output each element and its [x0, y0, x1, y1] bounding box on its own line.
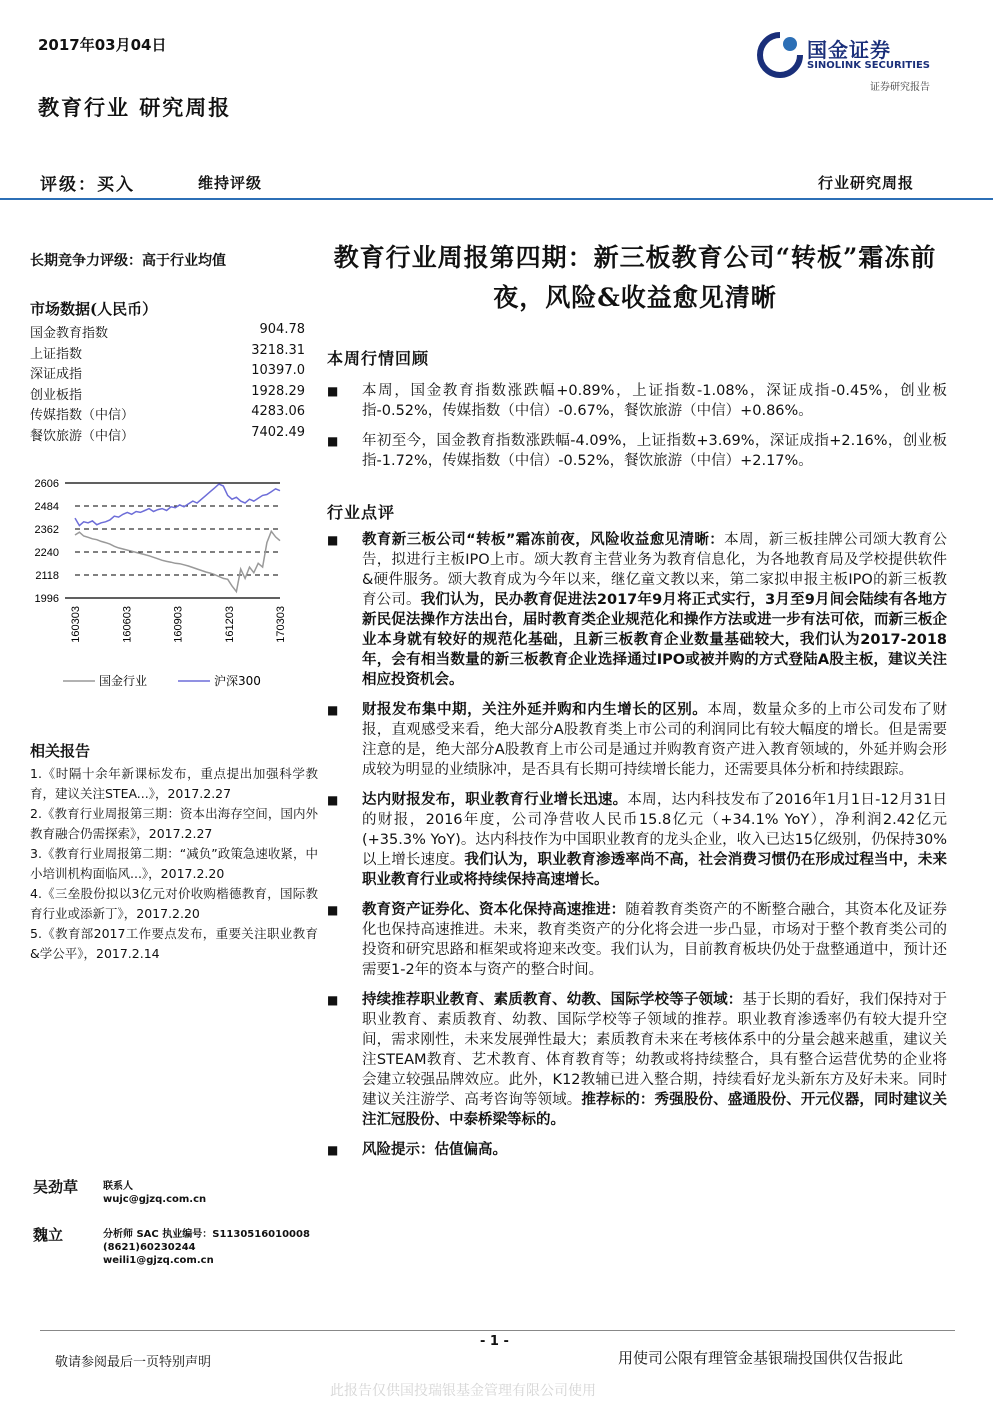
- logo-en-text: SINOLINK SECURITIES: [807, 60, 930, 71]
- market-row: [30, 384, 305, 405]
- y-tick-label: 2362: [34, 524, 59, 536]
- market-label: 国金教育指数: [30, 326, 109, 341]
- section-title-market-review: 本周行情回顾: [327, 349, 430, 368]
- watermark: 此报告仅供国投瑞银基金管理有限公司使用: [330, 1383, 596, 1399]
- x-tick-label: 161203: [223, 606, 236, 643]
- related-report-item[interactable]: 4.《三垒股份拟以3亿元对价收购楷德教育，国际教育行业或添新丁》，2017.2.20: [30, 886, 318, 921]
- market-row: [30, 425, 305, 446]
- legend-label: 沪深300: [214, 674, 261, 688]
- y-tick-label: 2118: [35, 570, 59, 582]
- analyst-name: 魏立: [33, 1226, 64, 1244]
- bullet-item: ■ 年初至今，国金教育指数涨跌幅-4.09%，上证指数+3.69%，深证成指+2.16%，创业板指-1.72%，传媒指数（中信）-0.52%，餐饮旅游（中信）+2.17%。: [327, 431, 947, 471]
- market-value: 904.78: [259, 322, 305, 337]
- bullet-lead: 教育资产证券化、资本化保持高速推进：: [362, 902, 626, 918]
- bullet-item: [327, 700, 947, 780]
- related-report-item[interactable]: 3.《教育行业周报第二期：“减负”政策急速收紧，中小培训机构面临风...》，2017.2.20: [30, 846, 318, 881]
- rating: 评级：买入: [40, 175, 135, 195]
- market-row: [30, 363, 305, 384]
- market-value: 7402.49: [251, 424, 305, 440]
- analyst-role: 分析师 SAC 执业编号：S1130516010008: [103, 1229, 310, 1240]
- market-label: 传媒指数（中信）: [30, 408, 135, 423]
- report-type-label: 行业研究周报: [818, 174, 915, 192]
- market-label: 创业板指: [30, 387, 83, 403]
- y-tick-label: 2240: [34, 547, 59, 559]
- logo-cn-text: 国金证券: [807, 38, 891, 62]
- related-reports-list: [30, 764, 318, 964]
- y-tick-label: 2606: [34, 478, 59, 490]
- header-divider: [0, 198, 993, 200]
- bullet-item: [327, 790, 947, 890]
- analyst-email[interactable]: wujc@gjzq.com.cn: [103, 1194, 207, 1205]
- bullet-conclusion: 我们认为，职业教育渗透率尚不高，社会消费习惯仍在形成过程当中，未来职业教育行业或将持续保持高速增长。: [362, 852, 948, 888]
- bullet-item: [327, 1140, 947, 1160]
- market-value: 4283.06: [251, 404, 305, 419]
- bullet-text: 本周，新三板挂牌公司颂大教育公告，拟进行主板IPO上市。颂大教育主营业务为教育信息化，为各地教育局及学校提供软件&硬件服务。颂大教育成为今年以来，继亿童文教以来，第二家拟申报主板IPO的新三板教育公司。: [362, 532, 948, 608]
- bullet-lead: 财报发布集中期，关注外延并购和内生增长的区别。: [362, 702, 708, 718]
- bullet-item: [327, 900, 947, 980]
- competitiveness-rating: 长期竞争力评级：高于行业均值: [30, 253, 226, 269]
- sinolink-logo-icon: [757, 32, 803, 78]
- bullet-item: ■ 本周，国金教育指数涨跌幅+0.89%，上证指数-1.08%，深证成指-0.45%，创业板指-0.52%，传媒指数（中信）-0.67%，餐饮旅游（中信）+0.86%。: [327, 381, 947, 421]
- market-row: [30, 322, 305, 343]
- index-chart: [25, 470, 315, 700]
- analyst-role: 联系人: [103, 1181, 133, 1192]
- analyst-info: [103, 1228, 310, 1267]
- analyst-info: [103, 1180, 206, 1206]
- x-tick-label: 170303: [275, 606, 287, 643]
- report-date: 2017年03月04日: [38, 36, 167, 54]
- x-tick-label: 160903: [172, 606, 185, 643]
- bullet-item: [327, 530, 947, 690]
- bullet-item: [327, 990, 947, 1130]
- x-tick-label: 160303: [70, 606, 82, 643]
- market-data-title: 市场数据(人民币）: [30, 300, 158, 318]
- bullet-text: 基于长期的看好，我们保持对于职业教育、素质教育、幼教、国际学校等子领域的推荐。职业教育渗透率仍有较大提升空间，需求刚性，未来发展弹性最大；素质教育未来在考核体系中的分量会越来越重，建议关注STEAM教育、艺术教育、体育教育等；幼教或将持续整合，具有整合运营优势的企业将会建立较强品牌效应。此外，K12教辅已进入整合期，持续看好龙头新东方及好未来。同时建议关注游学、高考咨询等领域。: [362, 992, 948, 1108]
- analyst-name: 吴劲草: [33, 1178, 79, 1196]
- x-tick-label: 160603: [121, 606, 134, 643]
- bullet-lead: 持续推荐职业教育、素质教育、幼教、国际学校等子领域：: [362, 992, 743, 1008]
- y-tick-label: 1996: [34, 593, 59, 605]
- bullet-text: 随着教育类资产的不断整合融合，其资本化及证券化也保持高速推进。未来，教育类资产的分化将会进一步凸显，市场对于整个教育类公司的投资和研究思路和框架或将迎来改变。我们认为，目前教育板块仍处于盘整通道中，预计还需要1-2年的资本与资产的整合时间。: [362, 902, 948, 978]
- series-line: [75, 484, 280, 525]
- y-tick-label: 2484: [34, 501, 59, 513]
- page-number: - 1 -: [480, 1334, 509, 1349]
- market-review-bullets: [327, 381, 947, 481]
- disclaimer-note: 敬请参阅最后一页特别声明: [55, 1355, 212, 1370]
- report-headline: 教育行业周报第四期：新三板教育公司“转板”霜冻前夜，风险&收益愈见清晰: [333, 243, 937, 312]
- related-report-item[interactable]: 1.《时隔十余年新课标发布，重点提出加强科学教育，建议关注STEA...》，2017.2.27: [30, 766, 318, 801]
- report-category-title: 教育行业 研究周报: [38, 95, 232, 120]
- industry-commentary-bullets: [327, 530, 947, 1170]
- market-row: [30, 404, 305, 425]
- bullet-text: 本周，达内科技发布了2016年1月1日-12月31日的财报，2016年度，公司净营收人民币15.8亿元（+34.1% YoY），净利润2.42亿元(+35.3% YoY)。达内科技作为中国职业教育的龙头企业，收入已达15亿级别，仍保持30%以上增长速度。: [362, 792, 948, 868]
- analyst-email[interactable]: weili1@gjzq.com.cn: [103, 1255, 214, 1266]
- market-label: 上证指数: [30, 346, 83, 362]
- related-reports-title: 相关报告: [30, 742, 91, 760]
- market-data-table: [30, 322, 305, 445]
- market-value: 1928.29: [251, 383, 305, 399]
- footer-notice: 用使司公限有理管金基银瑞投国供仅告报此: [618, 1349, 904, 1367]
- bullet-lead: 风险提示：估值偏高。: [362, 1142, 507, 1158]
- related-report-item[interactable]: 2.《教育行业周报第三期：资本出海存空间，国内外教育融合仍需探索》，2017.2.27: [30, 806, 318, 841]
- bullet-conclusion: 推荐标的：秀强股份、盛通股份、开元仪器，同时建议关注汇冠股份、中泰桥梁等标的。: [362, 1092, 947, 1128]
- market-label: 餐饮旅游（中信）: [30, 428, 135, 444]
- sinolink-logo: [755, 30, 955, 92]
- analyst-phone: (8621)60230244: [103, 1242, 196, 1253]
- bullet-conclusion: 我们认为，民办教育促进法2017年9月将正式实行，3月至9月间会陆续有各地方新民促法操作方法出台，届时教育类企业规范化和操作方法或进一步有法可依，而新三板企业本身就有较好的规范化基础，且新三板教育企业数量基础较大，我们认为2017-2018年，会有相当数量的新三板教育企业选择通过IPO或被并购的方式登陆A股主板，建议关注相应投资机会。: [362, 592, 948, 688]
- market-value: 10397.0: [251, 363, 305, 378]
- related-report-item[interactable]: 5.《教育部2017工作要点发布，重要关注职业教育&学公平》，2017.2.14: [30, 926, 318, 961]
- bullet-text: 本周，数量众多的上市公司发布了财报，直观感受来看，绝大部分A股教育类上市公司的利润同比有较大幅度的增长。但是需要注意的是，绝大部分A股教育上市公司是通过并购教育资产进入教育领域的，外延并购会形成较为明显的业绩脉冲，是否具有长期可持续增长能力，还需要具体分析和持续跟踪。: [362, 702, 948, 778]
- bullet-lead: 达内财报发布，职业教育行业增长迅速。: [362, 792, 628, 808]
- legend-label: 国金行业: [99, 674, 148, 688]
- section-title-industry-commentary: 行业点评: [327, 503, 396, 522]
- market-label: 深证成指: [30, 367, 83, 382]
- market-row: [30, 343, 305, 364]
- footer-divider: [40, 1330, 955, 1331]
- logo-subtitle: 证券研究报告: [870, 82, 930, 93]
- maintain-rating: 维持评级: [198, 174, 263, 192]
- bullet-lead: 教育新三板公司“转板”霜冻前夜，风险收益愈见清晰：: [362, 532, 725, 548]
- market-value: 3218.31: [251, 342, 305, 358]
- series-line: [75, 531, 280, 591]
